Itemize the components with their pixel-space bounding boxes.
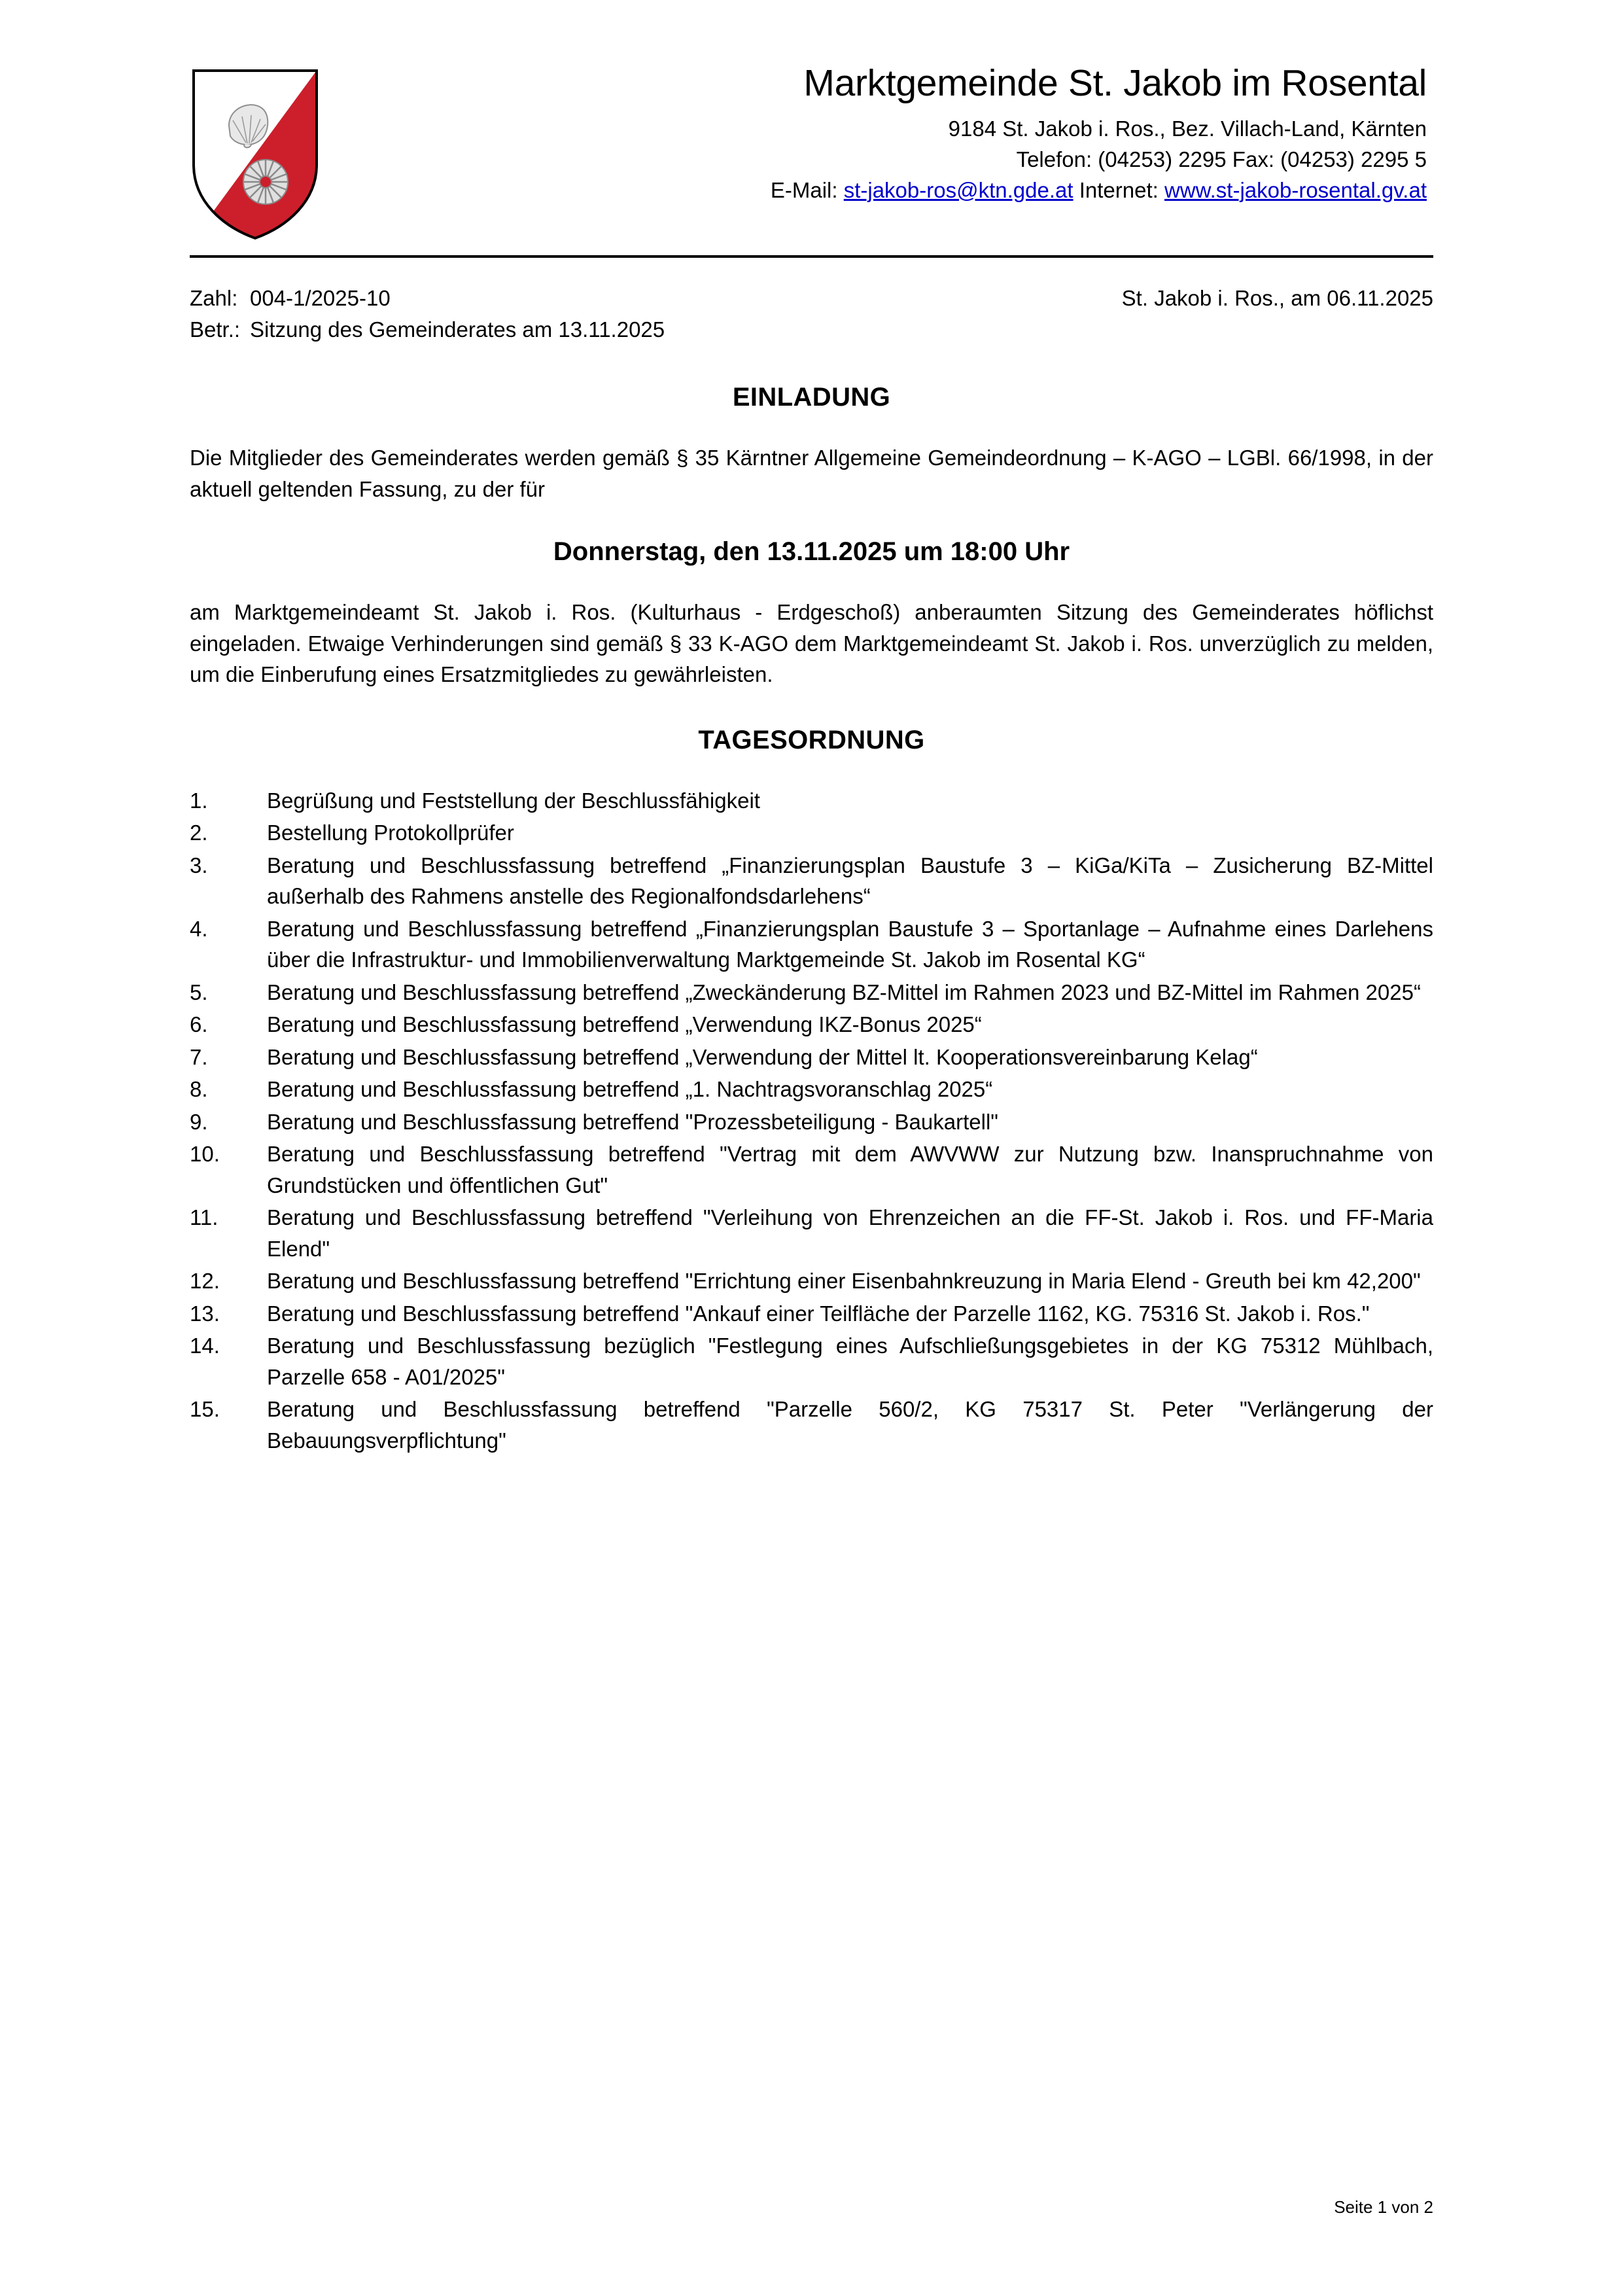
agenda-item-text: Beratung und Beschlussfassung betreffend "Ankauf einer Teilfläche der Parzelle 1162, KG. 75316 St. Jakob i. Ros." — [267, 1301, 1370, 1326]
agenda-item-number: 6. — [190, 1012, 208, 1037]
agenda-item-text: Beratung und Beschlussfassung betreffend „1. Nachtragsvoranschlag 2025“ — [267, 1077, 993, 1102]
agenda-item-text: Begrüßung und Feststellung der Beschlussfähigkeit — [267, 788, 760, 813]
agenda-item — [190, 1202, 1433, 1264]
organization-phone: Telefon: (04253) 2295 Fax: (04253) 2295 5 — [1016, 147, 1427, 171]
agenda-item-number: 3. — [190, 853, 208, 877]
agenda-item-text: Beratung und Beschlussfassung betreffend „Verwendung der Mittel lt. Kooperationsvereinbarung Kelag“ — [267, 1044, 1258, 1069]
agenda-item-number: 12. — [190, 1269, 220, 1294]
meta-row-zahl — [190, 283, 1433, 314]
internet-label: Internet: — [1073, 177, 1164, 202]
header-divider — [190, 255, 1433, 258]
agenda-item-text: Beratung und Beschlussfassung bezüglich "Festlegung eines Aufschließungsgebietes in der KG 75312 Mühlbach, Parzelle 658 - A01/2025" — [267, 1333, 1433, 1389]
agenda-item-text: Beratung und Beschlussfassung betreffend „Finanzierungsplan Baustufe 3 – Sportanlage – Aufnahme eines Darlehens über die Infrastruktur- und Immobilienverwaltung Marktgemeinde St. Jakob im Rosental KG“ — [267, 916, 1433, 972]
agenda-item — [190, 817, 1433, 849]
letterhead — [190, 63, 1433, 243]
agenda-item-number: 9. — [190, 1109, 208, 1134]
agenda-item — [190, 785, 1433, 817]
zahl-value: 004-1/2025-10 — [250, 286, 391, 310]
meeting-date-line: Donnerstag, den 13.11.2025 um 18:00 Uhr — [553, 537, 1070, 567]
meta-row-betreff — [190, 314, 1433, 345]
place-date: St. Jakob i. Ros., am 06.11.2025 — [1121, 286, 1433, 310]
betreff-value: Sitzung des Gemeinderates am 13.11.2025 — [250, 317, 665, 342]
agenda-item — [190, 1265, 1433, 1297]
agenda-item — [190, 1139, 1433, 1201]
email-label: E-Mail: — [770, 177, 844, 202]
page-footer — [190, 2197, 1433, 2217]
letterhead-text — [340, 63, 1433, 205]
agenda-item — [190, 1394, 1433, 1456]
agenda-item-number: 2. — [190, 821, 208, 845]
agenda-item-text: Beratung und Beschlussfassung betreffend "Errichtung einer Eisenbahnkreuzung in Maria Elend - Greuth bei km 42,200" — [267, 1269, 1421, 1294]
agenda-item-number: 11. — [190, 1205, 218, 1230]
agenda-item-text: Beratung und Beschlussfassung betreffend "Verleihung von Ehrenzeichen an die FF-St. Jakob i. Ros. und FF-Maria Elend" — [267, 1205, 1433, 1261]
agenda-item-number: 14. — [190, 1333, 220, 1358]
invitation-location-paragraph: am Marktgemeindeamt St. Jakob i. Ros. (Kulturhaus - Erdgeschoß) anberaumten Sitzung des Gemeinderates höflichst eingeladen. Etwaige Verhinderungen sind gemäß § 33 K-AGO dem Marktgemeindeamt St. Jakob i. Ros. unverzüglich zu melden, um die Einberufung eines Ersatzmitgliedes zu gewährleisten. — [190, 600, 1433, 687]
agenda-list — [190, 785, 1433, 1457]
coat-of-arms-icon — [190, 63, 321, 243]
agenda-item — [190, 1074, 1433, 1105]
agenda-item — [190, 1330, 1433, 1392]
organization-address: 9184 St. Jakob i. Ros., Bez. Villach-Land, Kärnten — [948, 116, 1427, 141]
organization-title: Marktgemeinde St. Jakob im Rosental — [803, 62, 1427, 104]
agenda-item — [190, 850, 1433, 912]
agenda-item-number: 8. — [190, 1077, 208, 1102]
agenda-item-text: Beratung und Beschlussfassung betreffend „Zweckänderung BZ-Mittel im Rahmen 2023 und BZ-Mittel im Rahmen 2025“ — [267, 980, 1421, 1004]
email-link[interactable]: st-jakob-ros@ktn.gde.at — [843, 177, 1073, 202]
agenda-item-text: Beratung und Beschlussfassung betreffend "Prozessbeteiligung - Baukartell" — [267, 1109, 999, 1134]
agenda-item-text: Beratung und Beschlussfassung betreffend „Finanzierungsplan Baustufe 3 – KiGa/KiTa – Zusicherung BZ-Mittel außerhalb des Rahmens anstelle des Regionalfondsdarlehens“ — [267, 853, 1433, 909]
agenda-heading: TAGESORDNUNG — [698, 725, 925, 754]
invitation-heading: EINLADUNG — [732, 383, 891, 412]
agenda-item — [190, 1298, 1433, 1330]
agenda-item — [190, 1042, 1433, 1073]
agenda-item-number: 4. — [190, 916, 208, 941]
agenda-item — [190, 977, 1433, 1008]
invitation-intro: Die Mitglieder des Gemeinderates werden gemäß § 35 Kärntner Allgemeine Gemeindeordnung – K-AGO – LGBl. 66/1998, in der aktuell geltenden Fassung, zu der für — [190, 446, 1433, 501]
agenda-item — [190, 1009, 1433, 1040]
agenda-item-number: 13. — [190, 1301, 220, 1326]
website-link[interactable]: www.st-jakob-rosental.gv.at — [1164, 177, 1427, 202]
agenda-item-number: 10. — [190, 1142, 220, 1167]
agenda-item-text: Bestellung Protokollprüfer — [267, 821, 514, 845]
agenda-item-text: Beratung und Beschlussfassung betreffend "Parzelle 560/2, KG 75317 St. Peter "Verlängerung der Bebauungsverpflichtung" — [267, 1397, 1433, 1453]
agenda-item-number: 7. — [190, 1044, 208, 1069]
agenda-item — [190, 913, 1433, 976]
page-number: Seite 1 von 2 — [1334, 2197, 1433, 2217]
agenda-item-number: 15. — [190, 1397, 220, 1422]
document-meta — [190, 283, 1433, 345]
agenda-item-text: Beratung und Beschlussfassung betreffend "Vertrag mit dem AWVWW zur Nutzung bzw. Inanspruchnahme von Grundstücken und öffentlichen Gut" — [267, 1142, 1433, 1197]
agenda-item-text: Beratung und Beschlussfassung betreffend „Verwendung IKZ-Bonus 2025“ — [267, 1012, 982, 1037]
agenda-item-number: 1. — [190, 788, 208, 813]
agenda-item-number: 5. — [190, 980, 208, 1004]
organization-contact — [340, 175, 1427, 206]
zahl-label: Zahl: — [190, 286, 238, 310]
betreff-label: Betr.: — [190, 317, 241, 342]
agenda-item — [190, 1106, 1433, 1138]
